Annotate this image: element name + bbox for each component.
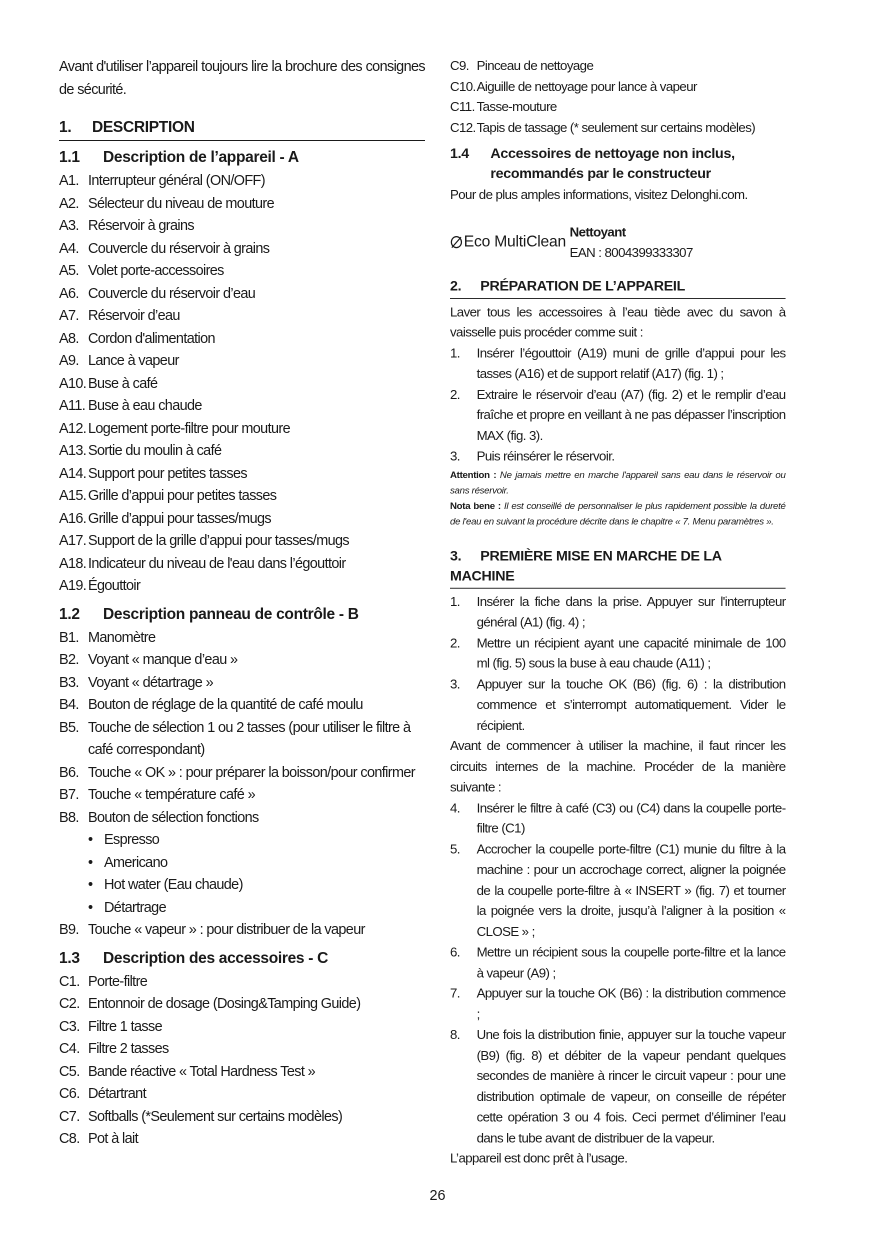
list-item: B8. Bouton de sélection fonctions	[59, 809, 259, 826]
list-item: C10. Aiguille de nettoyage pour lance à vapeur	[450, 79, 697, 95]
product-ean: EAN : 8004399333307	[569, 245, 693, 261]
list-item: C4. Filtre 2 tasses	[59, 1041, 169, 1057]
list-item: A15. Grille d’appui pour petites tasses	[59, 488, 277, 504]
list-item: C2. Entonnoir de dosage (Dosing&Tamping Guide)	[59, 996, 361, 1012]
step-item: 2. Extraire le réservoir d’eau (A7) (fig. 2) et le remplir d’eau fraîche et propre en veillant à ne pas dépasser l’inscription MAX (fig. 3).	[450, 387, 786, 444]
section-1-2-heading: 1.2 Description panneau de contrôle - B	[59, 605, 359, 623]
list-item: C6. Détartrant	[59, 1086, 146, 1102]
list-item: A4. Couvercle du réservoir à grains	[59, 240, 270, 257]
section-3-heading: 3. PREMIÈRE MISE EN MARCHE DE LA MACHINE	[450, 546, 786, 588]
section-2-intro: Laver tous les accessoires à l’eau tiède avec du savon à vaisselle puis procéder comme suit :	[450, 304, 786, 341]
leaf-icon	[450, 235, 463, 248]
list-item: C9. Pinceau de nettoyage	[450, 58, 594, 74]
list-item: A16. Grille d’appui pour tasses/mugs	[59, 510, 271, 527]
list-item: C1. Porte-filtre	[59, 973, 148, 990]
intro-text: Avant d'utiliser l’appareil toujours lire la brochure des consignes de sécurité.	[59, 59, 425, 98]
list-item: B4. Bouton de réglage de la quantité de café moulu	[59, 697, 363, 713]
list-item: A13. Sortie du moulin à café	[59, 443, 222, 459]
step-item: 2. Mettre un récipient ayant une capacité minimale de 100 ml (fig. 5) sous la buse à eau chaude (A11) ;	[450, 635, 786, 672]
list-item: A9. Lance à vapeur	[59, 353, 179, 369]
list-item: A7. Réservoir d’eau	[59, 308, 180, 324]
list-item: B5. Touche de sélection 1 ou 2 tasses (pour utiliser le filtre à café correspondant)	[59, 719, 411, 758]
cleaning-product	[450, 222, 786, 263]
accessories-list	[59, 971, 425, 1151]
page-number: 26	[429, 1188, 446, 1204]
list-item: C11. Tasse-mouture	[450, 100, 557, 115]
step-item: 1. Insérer la fiche dans la prise. Appuyer sur l'interrupteur général (A1) (fig. 4) ;	[450, 594, 786, 630]
ready-text: L’appareil est donc prêt à l’usage.	[450, 1151, 628, 1167]
step-item: 3. Appuyer sur la touche OK (B6) (fig. 6) : la distribution commence et s’interrompt automatiquement. Vider le récipient.	[450, 677, 786, 734]
eco-multiclean-logo: Eco MultiClean	[450, 222, 566, 251]
list-item: A19. Égouttoir	[59, 578, 141, 594]
first-use-steps	[450, 592, 786, 736]
section-1-1-heading: 1.1 Description de l’appareil - A	[59, 149, 299, 166]
step-item: 6. Mettre un récipient sous la coupelle porte-filtre et la lance à vapeur (A9) ;	[450, 945, 786, 981]
step-item: 8. Une fois la distribution finie, appuyer sur la touche vapeur (B9) (fig. 8) et débiter de la vapeur pendant quelques secondes de manière à rincer le circuit vapeur : pour une distribution optimale de vapeur, on conseille de répéter cette opération 3 ou 4 fois. Ceci permet d’éliminer l’eau dans le tube avant de distribuer de la vapeur.	[450, 1027, 786, 1146]
right-column	[450, 56, 786, 1170]
list-item: B3. Voyant « détartrage »	[59, 674, 214, 691]
list-item: A10. Buse à café	[59, 375, 158, 392]
function-selector-options	[59, 829, 425, 919]
list-item: C5. Bande réactive « Total Hardness Test »	[59, 1063, 316, 1080]
bullet-item: • Hot water (Eau chaude)	[88, 877, 243, 893]
list-item: B7. Touche « température café »	[59, 787, 255, 803]
left-column	[59, 56, 425, 1151]
list-item: C12. Tapis de tassage (* seulement sur certains modèles)	[450, 120, 756, 136]
list-item: A18. Indicateur du niveau de l'eau dans l’égouttoir	[59, 555, 346, 572]
website-info: Pour de plus amples informations, visitez Delonghi.com.	[450, 188, 748, 203]
list-item: C3. Filtre 1 tasse	[59, 1018, 162, 1035]
accessories-list-continued	[450, 56, 786, 139]
list-item: A11. Buse à eau chaude	[59, 398, 202, 414]
step-item: 3. Puis réinsérer le réservoir.	[450, 449, 615, 465]
list-item: A6. Couvercle du réservoir d’eau	[59, 285, 256, 302]
rinse-intro: Avant de commencer à utiliser la machine, il faut rincer les circuits internes de la machine. Procéder de la manière suivante :	[450, 739, 786, 795]
list-item: B9. Touche « vapeur » : pour distribuer de la vapeur	[59, 922, 365, 938]
list-item: A12. Logement porte-filtre pour mouture	[59, 420, 290, 437]
product-name: Nettoyant	[569, 225, 626, 240]
list-item: A3. Réservoir à grains	[59, 218, 194, 234]
control-panel-list	[59, 627, 425, 830]
step-item: 5. Accrocher la coupelle porte-filtre (C1) munie du filtre à la machine : pour un accrochage correct, aligner la poignée de la coupelle porte-filtre à « INSERT » (fig. 7) et tourner la poignée vers la droite, jusqu’à l’aligner à la position « CLOSE » ;	[450, 842, 786, 940]
bullet-item: • Americano	[88, 854, 168, 871]
list-item: A2. Sélecteur du niveau de mouture	[59, 195, 274, 212]
section-2-heading: 2. PRÉPARATION DE L’APPAREIL	[450, 277, 786, 299]
list-item: C8. Pot à lait	[59, 1131, 138, 1147]
rinse-steps	[450, 798, 786, 1149]
list-item: A1. Interrupteur général (ON/OFF)	[59, 173, 265, 189]
step-item: 4. Insérer le filtre à café (C3) ou (C4) dans la coupelle porte-filtre (C1)	[450, 800, 786, 837]
list-item: A8. Cordon d'alimentation	[59, 330, 215, 347]
section-1-heading: 1. DESCRIPTION	[59, 117, 425, 141]
appliance-parts-list	[59, 170, 425, 598]
section-1-4-heading: 1.4 Accessoires de nettoyage non inclus, recommandés par le constructeur	[450, 145, 735, 182]
list-item: C7. Softballs (*Seulement sur certains modèles)	[59, 1108, 343, 1125]
step-item: 7. Appuyer sur la touche OK (B6) : la distribution commence ;	[450, 986, 786, 1022]
list-item: B6. Touche « OK » : pour préparer la boisson/pour confirmer	[59, 764, 415, 781]
list-item: A14. Support pour petites tasses	[59, 465, 247, 482]
list-item: A17. Support de la grille d’appui pour tasses/mugs	[59, 533, 349, 549]
list-item: B1. Manomètre	[59, 629, 156, 646]
attention-note: Attention : Ne jamais mettre en marche l'appareil sans eau dans le réservoir ou sans réservoir.	[450, 469, 786, 496]
preparation-steps	[450, 343, 786, 467]
step-item: 1. Insérer l’égouttoir (A19) muni de grille d’appui pour les tasses (A16) et de support relatif (A17) (fig. 1) ;	[450, 346, 786, 382]
nota-bene-note: Nota bene : Il est conseillé de personnaliser le plus rapidement possible la dureté de l'eau en suivant la procédure décrite dans le chapitre « 7. Menu paramètres ».	[450, 500, 786, 527]
section-1-3-heading: 1.3 Description des accessoires - C	[59, 949, 329, 967]
bullet-item: • Détartrage	[88, 899, 166, 916]
list-item: A5. Volet porte-accessoires	[59, 263, 224, 279]
bullet-item: • Espresso	[88, 832, 160, 848]
list-item: B2. Voyant « manque d’eau »	[59, 652, 238, 668]
